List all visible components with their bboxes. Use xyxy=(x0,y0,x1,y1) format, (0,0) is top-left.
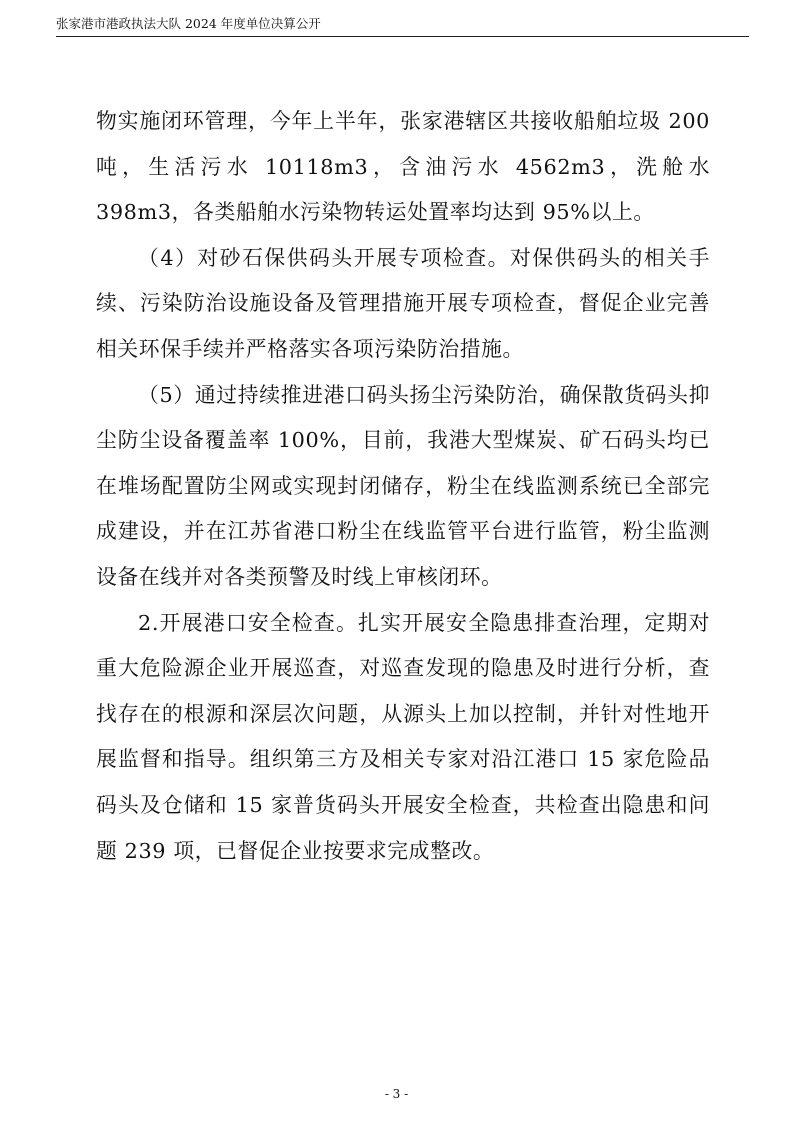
page-number: - 3 - xyxy=(384,1087,409,1101)
paragraph-continuation: 物实施闭环管理，今年上半年，张家港辖区共接收船舶垃圾 200 吨，生活污水 10118m3，含油污水 4562m3，洗舱水 398m3，各类船舶水污染物转运处置率均达到 95%以上。 xyxy=(96,109,710,225)
paragraph-item-5: （5）通过持续推进港口码头扬尘污染防治，确保散货码头抑尘防尘设备覆盖率 100%，目前，我港大型煤炭、矿石码头均已在堆场配置防尘网或实现封闭储存，粉尘在线监测系统已全部完成建设，并在江苏省港口粉尘在线监管平台进行监管，粉尘监测设备在线并对各类预警及时线上审核闭环。 xyxy=(96,382,710,589)
paragraph-item-4: （4）对砂石保供码头开展专项检查。对保供码头的相关手续、污染防治设施设备及管理措施开展专项检查，督促企业完善相关环保手续并严格落实各项污染防治措施。 xyxy=(96,245,710,361)
paragraph-section-2: 2.开展港口安全检查。扎实开展安全隐患排查治理，定期对重大危险源企业开展巡查，对巡查发现的隐患及时进行分析，查找存在的根源和深层次问题，从源头上加以控制，并针对性地开展监督和指导。组织第三方及相关专家对沿江港口 15 家危险品码头及仓储和 15 家普货码头开展安全检查，共检查出隐患和问题 239 项，已督促企业按要求完成整改。 xyxy=(96,610,710,863)
header-title: 张家港市港政执法大队 2024 年度单位决算公开 xyxy=(56,16,321,31)
document-body xyxy=(96,99,710,874)
page-header xyxy=(56,12,749,37)
